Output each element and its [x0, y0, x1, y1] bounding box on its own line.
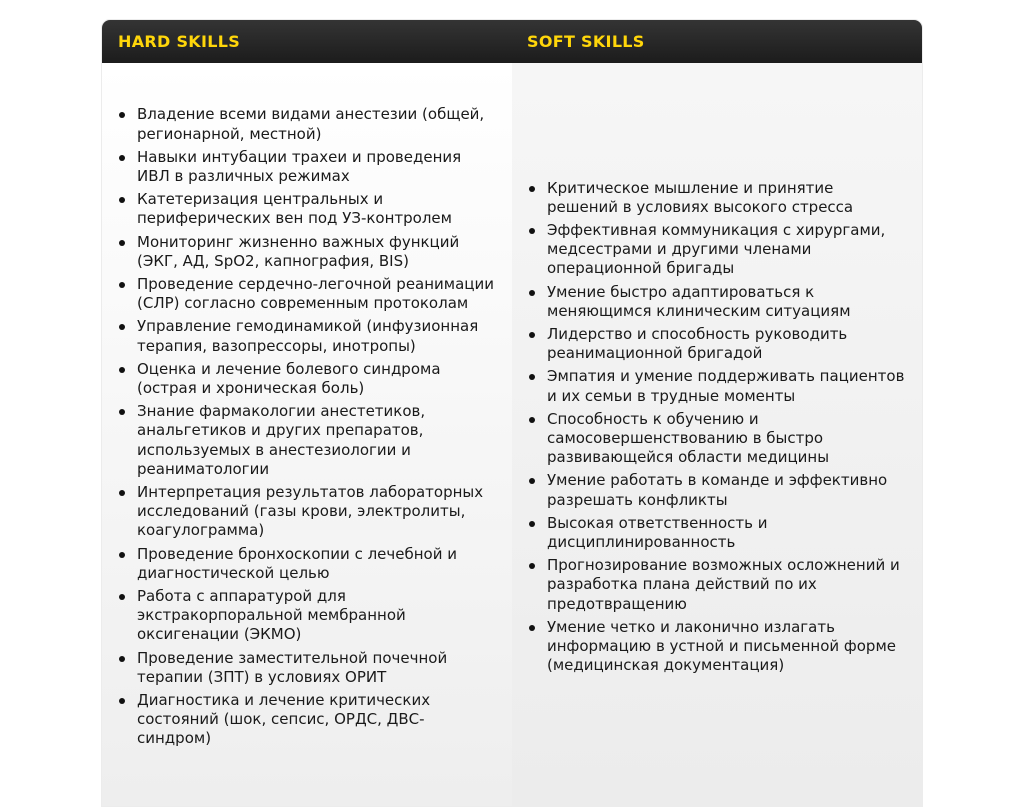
hard-skills-column	[102, 63, 512, 806]
hard-skill-item: Управление гемодинамикой (инфузионная терапия, вазопрессоры, инотропы)	[102, 317, 512, 355]
soft-skill-item: Эмпатия и умение поддерживать пациентов и их семьи в трудные моменты	[512, 367, 922, 405]
skills-table	[102, 20, 922, 806]
soft-skill-item: Умение быстро адаптироваться к меняющимся клиническим ситуациям	[512, 283, 922, 321]
soft-skills-list	[512, 179, 922, 680]
hard-skill-item: Интерпретация результатов лабораторных исследований (газы крови, электролиты, коагулограмма)	[102, 483, 512, 541]
hard-skills-heading: HARD SKILLS	[118, 32, 241, 51]
hard-skill-item: Работа с аппаратурой для экстракорпоральной мембранной оксигенации (ЭКМО)	[102, 587, 512, 645]
hard-skill-item: Проведение заместительной почечной терапии (ЗПТ) в условиях ОРИТ	[102, 649, 512, 687]
hard-skill-item: Владение всеми видами анестезии (общей, регионарной, местной)	[102, 105, 512, 143]
soft-skill-item: Умение четко и лаконично излагать информацию в устной и письменной форме (медицинская документация)	[512, 618, 922, 676]
hard-skills-list	[102, 105, 512, 752]
hard-skill-item: Навыки интубации трахеи и проведения ИВЛ в различных режимах	[102, 148, 512, 186]
soft-skill-item: Эффективная коммуникация с хирургами, медсестрами и другими членами операционной бригады	[512, 221, 922, 279]
hard-skill-item: Диагностика и лечение критических состояний (шок, сепсис, ОРДС, ДВС-синдром)	[102, 691, 512, 749]
soft-skill-item: Прогнозирование возможных осложнений и разработка плана действий по их предотвращению	[512, 556, 922, 614]
table-body	[102, 63, 922, 806]
hard-skill-item: Катетеризация центральных и периферических вен под УЗ-контролем	[102, 190, 512, 228]
soft-skills-column	[512, 63, 922, 806]
soft-skill-item: Лидерство и способность руководить реанимационной бригадой	[512, 325, 922, 363]
table-header	[102, 20, 922, 63]
hard-skill-item: Знание фармакологии анестетиков, анальгетиков и других препаратов, используемых в анестезиологии и реаниматологии	[102, 402, 512, 479]
soft-skill-item: Умение работать в команде и эффективно разрешать конфликты	[512, 471, 922, 509]
soft-skills-heading: SOFT SKILLS	[527, 32, 645, 51]
soft-skill-item: Высокая ответственность и дисциплинированность	[512, 514, 922, 552]
soft-skill-item: Способность к обучению и самосовершенствованию в быстро развивающейся области медицины	[512, 410, 922, 468]
hard-skill-item: Проведение бронхоскопии с лечебной и диагностической целью	[102, 545, 512, 583]
soft-skill-item: Критическое мышление и принятие решений в условиях высокого стресса	[512, 179, 922, 217]
hard-skill-item: Мониторинг жизненно важных функций (ЭКГ, АД, SpO2, капнография, BIS)	[102, 233, 512, 271]
hard-skill-item: Оценка и лечение болевого синдрома (острая и хроническая боль)	[102, 360, 512, 398]
hard-skill-item: Проведение сердечно-легочной реанимации (СЛР) согласно современным протоколам	[102, 275, 512, 313]
